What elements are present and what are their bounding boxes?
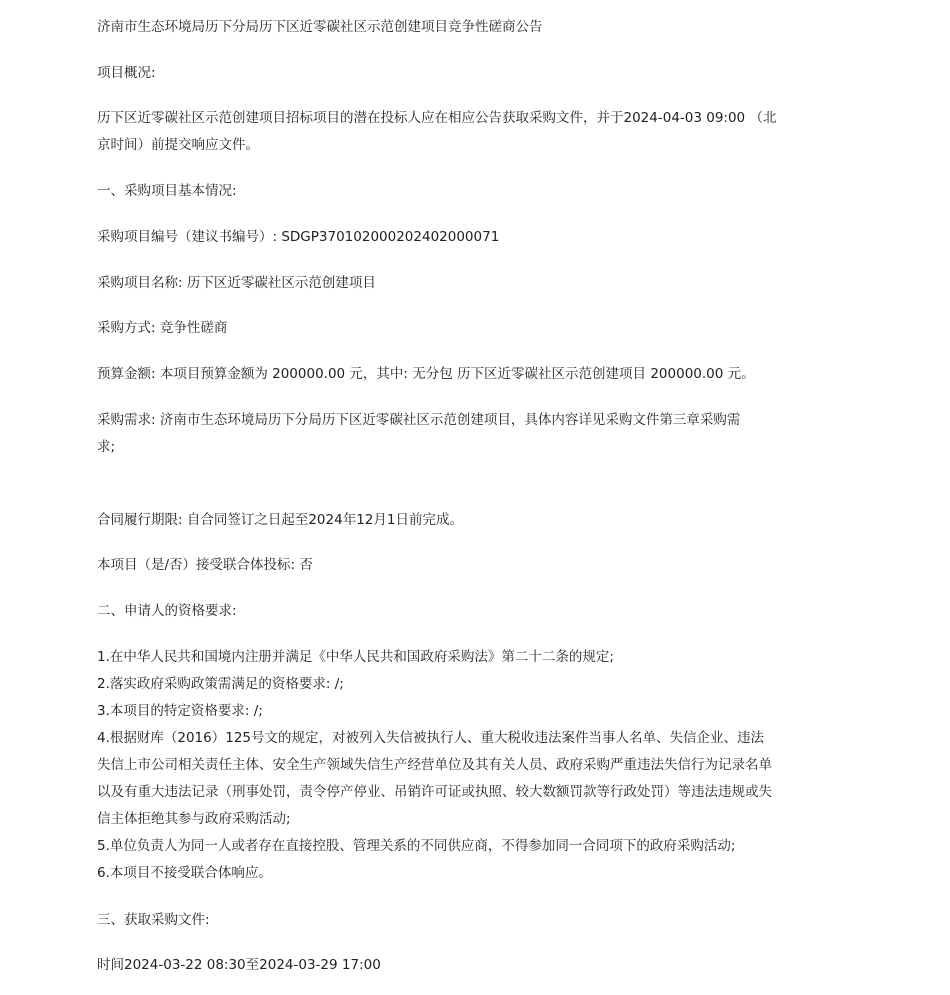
list-item: 4.根据财库（2016）125号文的规定，对被列入失信被执行人、重大税收违法案件当事人名单、失信企业、违法失信上市公司相关责任主体、安全生产领域失信生产经营单位及其有关人员、政府采购严重违法失信行为记录名单以及有重大违法记录（刑事处罚，责令停产停业、吊销许可证或执照、较大数额罚款等行政处罚）等违法违规或失信主体拒绝其参与政府采购活动;: [97, 730, 772, 827]
section-3-heading: 三、获取采购文件:: [97, 912, 210, 928]
qualification-list: [97, 644, 777, 887]
list-item: 6.本项目不接受联合体响应。: [97, 865, 272, 881]
consortium-status: 本项目（是/否）接受联合体投标: 否: [97, 557, 313, 573]
document-time: 时间2024-03-22 08:30至2024-03-29 17:00: [97, 957, 381, 973]
budget-amount: 预算金额: 本项目预算金额为 200000.00 元，其中: 无分包 历下区近零碳社区示范创建项目 200000.00 元。: [97, 366, 755, 382]
overview-heading: 项目概况:: [97, 65, 156, 81]
list-item: 5.单位负责人为同一人或者存在直接控股、管理关系的不同供应商，不得参加同一合同项下的政府采购活动;: [97, 838, 736, 854]
project-name: 采购项目名称: 历下区近零碳社区示范创建项目: [97, 275, 376, 291]
section-1-heading: 一、采购项目基本情况:: [97, 183, 237, 199]
list-item: 3.本项目的特定资格要求: /;: [97, 703, 263, 719]
list-item: 2.落实政府采购政策需满足的资格要求: /;: [97, 676, 344, 692]
project-number: 采购项目编号（建议书编号）: SDGP370102000202402000071: [97, 229, 500, 245]
list-item: 1.在中华人民共和国境内注册并满足《中华人民共和国政府采购法》第二十二条的规定;: [97, 649, 614, 665]
overview-text: 历下区近零碳社区示范创建项目招标项目的潜在投标人应在相应公告获取采购文件，并于2024-04-03 09:00 （北京时间）前提交响应文件。: [97, 110, 777, 153]
contract-period: 合同履行期限: 自合同签订之日起至2024年12月1日前完成。: [97, 512, 463, 528]
section-2-heading: 二、申请人的资格要求:: [97, 603, 237, 619]
procurement-requirement: 采购需求: 济南市生态环境局历下分局历下区近零碳社区示范创建项目，具体内容详见采购文件第三章采购需求;: [97, 412, 741, 455]
page-title: 济南市生态环境局历下分局历下区近零碳社区示范创建项目竞争性磋商公告: [97, 19, 543, 35]
procurement-method: 采购方式: 竞争性磋商: [97, 320, 228, 336]
